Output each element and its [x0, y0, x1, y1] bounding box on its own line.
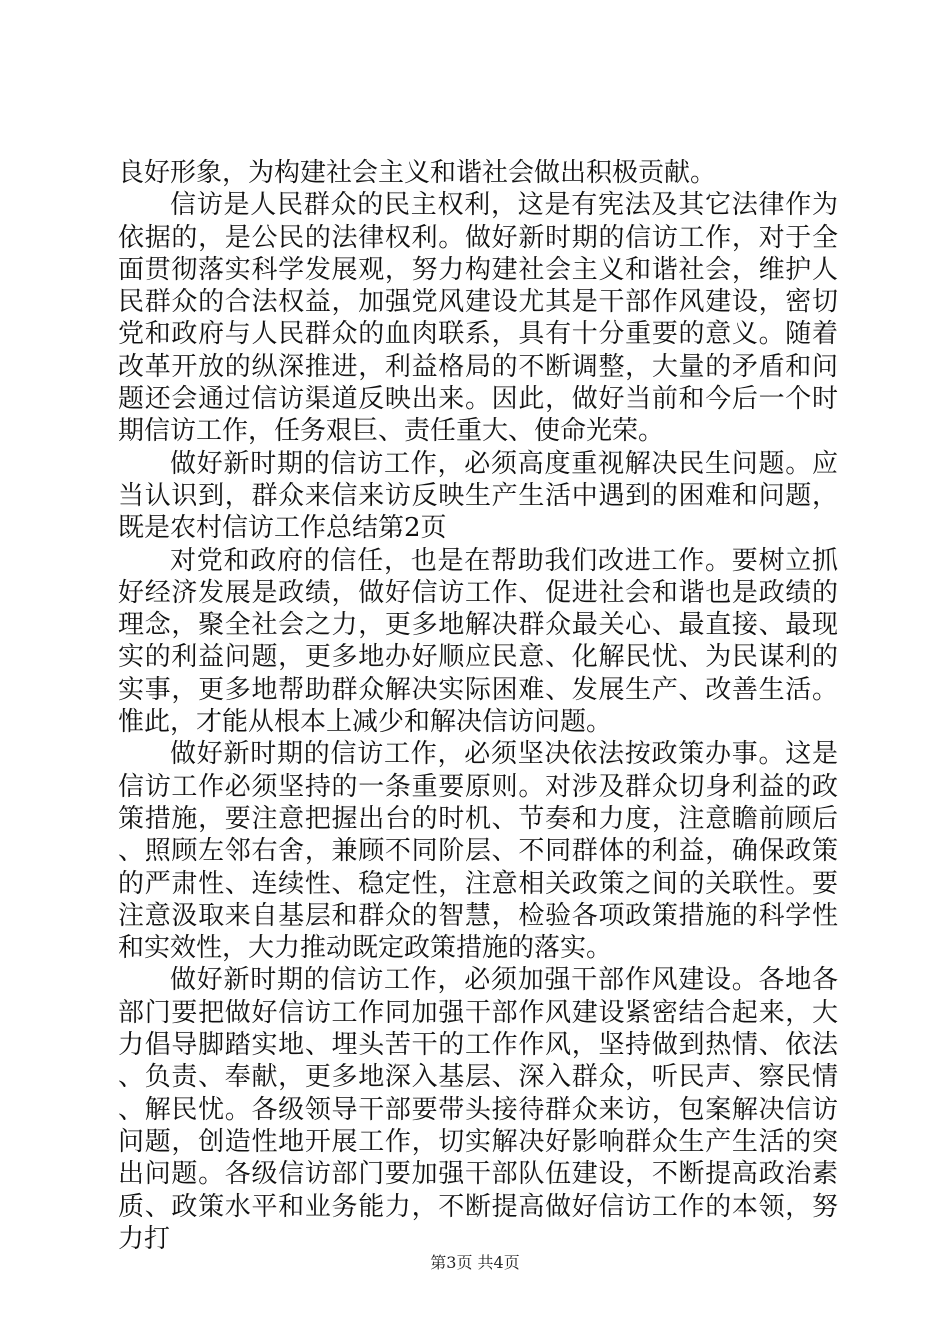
paragraph-2: 信访是人民群众的民主权利，这是有宪法及其它法律作为依据的，是公民的法律权利。做好新时期的信访工作，对于全面贯彻落实科学发展观，努力构建社会主义和谐社会，维护人民群众的合法权益，加强党风建设尤其是干部作风建设，密切党和政府与人民群众的血肉联系，具有十分重要的意义。随着改革开放的纵深推进，利益格局的不断调整，大量的矛盾和问题还会通过信访渠道反映出来。因此，做好当前和今后一个时期信访工作，任务艰巨、责任重大、使命光荣。: [118, 190, 838, 447]
paragraph-1: 良好形象，为构建社会主义和谐社会做出积极贡献。: [118, 158, 717, 188]
paragraph-3: 做好新时期的信访工作，必须高度重视解决民生问题。应当认识到，群众来信来访反映生产生活中遇到的困难和问题，既是农村信访工作总结第2页: [118, 448, 838, 544]
page-footer: 第3页 共4页: [430, 1253, 520, 1272]
paragraph-6: 做好新时期的信访工作，必须加强干部作风建设。各地各部门要把做好信访工作同加强干部作风建设紧密结合起来，大力倡导脚踏实地、埋头苦干的工作作风，坚持做到热情、依法、负责、奉献，更多地深入基层、深入群众，听民声、察民情、解民忧。各级领导干部要带头接待群众来访，包案解决信访问题，创造性地开展工作，切实解决好影响群众生产生活的突出问题。各级信访部门要加强干部队伍建设，不断提高政治素质、政策水平和业务能力，不断提高做好信访工作的本领，努力打: [118, 965, 838, 1254]
document-body: [118, 157, 838, 1255]
paragraph-5: 做好新时期的信访工作，必须坚决依法按政策办事。这是信访工作必须坚持的一条重要原则。对涉及群众切身利益的政策措施，要注意把握出台的时机、节奏和力度，注意瞻前顾后、照顾左邻右舍，兼顾不同阶层、不同群体的利益，确保政策的严肃性、连续性、稳定性，注意相关政策之间的关联性。要注意汲取来自基层和群众的智慧，检验各项政策措施的科学性和实效性，大力推动既定政策措施的落实。: [118, 739, 838, 964]
paragraph-4: 对党和政府的信任，也是在帮助我们改进工作。要树立抓好经济发展是政绩，做好信访工作、促进社会和谐也是政绩的理念，聚全社会之力，更多地解决群众最关心、最直接、最现实的利益问题，更多地办好顺应民意、化解民忧、为民谋利的实事，更多地帮助群众解决实际困难、发展生产、改善生活。惟此，才能从根本上减少和解决信访问题。: [118, 545, 838, 738]
